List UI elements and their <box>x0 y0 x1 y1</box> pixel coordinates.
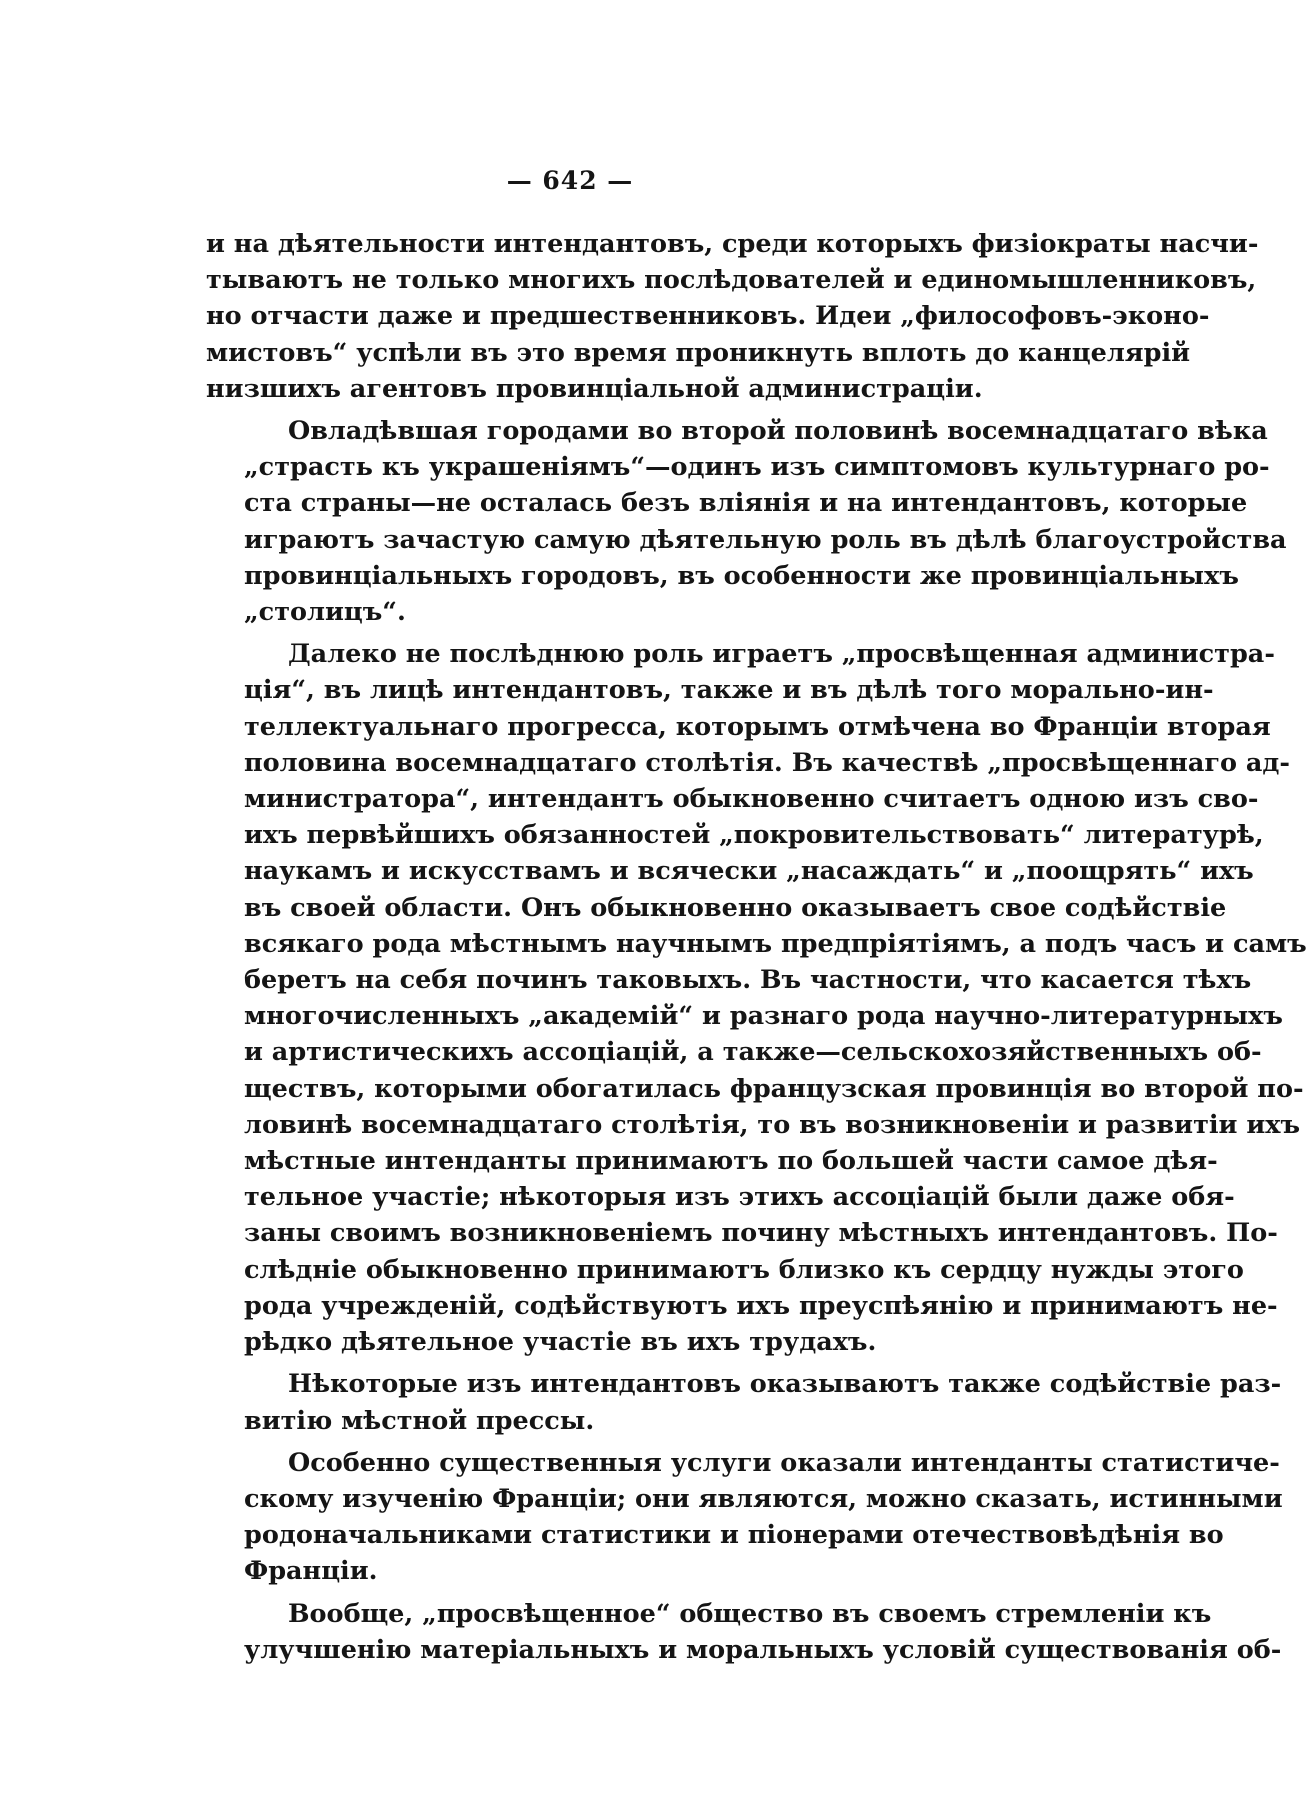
text-line: и артистическихъ ассоціацій, а также—сельскохозяйственныхъ об- <box>244 1037 1262 1068</box>
text-line: „страсть къ украшеніямъ“—одинъ изъ симптомовъ культурнаго ро- <box>244 452 1270 483</box>
text-line: низшихъ агентовъ провинціальной администраціи. <box>206 373 983 404</box>
text-line: наукамъ и искусствамъ и всячески „насаждать“ и „поощрять“ ихъ <box>244 856 1254 887</box>
text-line: провинціальныхъ городовъ, въ особенности же провинціальныхъ <box>244 560 1239 591</box>
text-line: витію мѣстной прессы. <box>244 1405 595 1436</box>
text-line: Далеко не послѣднюю роль играетъ „просвѣщенная администра- <box>288 639 1275 670</box>
text-line: министратора“, интендантъ обыкновенно считаетъ одною изъ сво- <box>244 784 1259 815</box>
text-line: ста страны—не осталась безъ вліянія и на интендантовъ, которые <box>244 488 1248 519</box>
text-line: мистовъ“ успѣли въ это время проникнуть вплоть до канцелярій <box>206 337 1191 368</box>
text-line: играютъ зачастую самую дѣятельную роль въ дѣлѣ благоустройства <box>244 524 1287 555</box>
paragraph-5 <box>206 1445 1283 1590</box>
paragraph-6 <box>206 1596 1282 1668</box>
text-line: ихъ первѣйшихъ обязанностей „покровительствовать“ литературѣ, <box>244 820 1264 851</box>
text-line: скому изученію Франціи; они являются, можно сказать, истинными <box>244 1483 1283 1514</box>
text-line: родоначальниками статистики и піонерами отечествовѣдѣнія во <box>244 1520 1224 1551</box>
text-line: ція“, въ лицѣ интендантовъ, также и въ дѣлѣ того морально-ин- <box>244 675 1214 706</box>
body-text <box>206 226 1307 1674</box>
text-line: половина восемнадцатаго столѣтія. Въ качествѣ „просвѣщеннаго ад- <box>244 747 1290 778</box>
text-line: слѣдніе обыкновенно принимаютъ близко къ сердцу нужды этого <box>244 1254 1244 1285</box>
text-line: въ своей области. Онъ обыкновенно оказываетъ свое содѣйствіе <box>244 892 1227 923</box>
text-line: Нѣкоторые изъ интендантовъ оказываютъ также содѣйствіе раз- <box>288 1369 1282 1400</box>
text-line: улучшенію матеріальныхъ и моральныхъ условій существованія об- <box>244 1634 1282 1665</box>
text-line: Овладѣвшая городами во второй половинѣ восемнадцатаго вѣка <box>288 416 1268 447</box>
text-line: многочисленныхъ „академій“ и разнаго рода научно-литературныхъ <box>244 1001 1283 1032</box>
text-line: тываютъ не только многихъ послѣдователей и единомышленниковъ, <box>206 265 1257 296</box>
text-line: Вообще, „просвѣщенное“ общество въ своемъ стремленіи къ <box>288 1598 1212 1629</box>
text-line: тельное участіе; нѣкоторыя изъ этихъ ассоціацій были даже обя- <box>244 1182 1235 1213</box>
text-line: теллектуальнаго прогресса, которымъ отмѣчена во Франціи вторая <box>244 711 1271 742</box>
paragraph-4 <box>206 1366 1282 1438</box>
text-line: всякаго рода мѣстнымъ научнымъ предпріятіямъ, а подъ часъ и самъ <box>244 928 1307 959</box>
text-line: Особенно существенныя услуги оказали интенданты статистиче- <box>288 1447 1280 1478</box>
text-line: ществъ, которыми обогатилась французская провинція во второй по- <box>244 1073 1304 1104</box>
text-line: ловинѣ восемнадцатаго столѣтія, то въ возникновеніи и развитіи ихъ <box>244 1109 1301 1140</box>
text-line: беретъ на себя починъ таковыхъ. Въ частности, что касается тѣхъ <box>244 965 1252 996</box>
page-number: — 642 — <box>506 166 634 195</box>
text-line: Франціи. <box>244 1556 378 1587</box>
text-line: и на дѣятельности интендантовъ, среди которыхъ физіократы насчи- <box>206 229 1259 259</box>
paragraph-2 <box>206 413 1287 630</box>
text-line: мѣстные интенданты принимаютъ по большей части самое дѣя- <box>244 1146 1218 1177</box>
text-line: заны своимъ возникновеніемъ почину мѣстныхъ интендантовъ. По- <box>244 1218 1278 1249</box>
paragraph-1 <box>206 226 1259 407</box>
text-line: рода учрежденій, содѣйствуютъ ихъ преуспѣянію и принимаютъ не- <box>244 1290 1278 1321</box>
paragraph-3 <box>206 636 1307 1360</box>
text-line: рѣдко дѣятельное участіе въ ихъ трудахъ. <box>244 1327 877 1358</box>
text-line: „столицъ“. <box>244 597 406 628</box>
text-line: но отчасти даже и предшественниковъ. Идеи „философовъ-эконо- <box>206 301 1210 332</box>
